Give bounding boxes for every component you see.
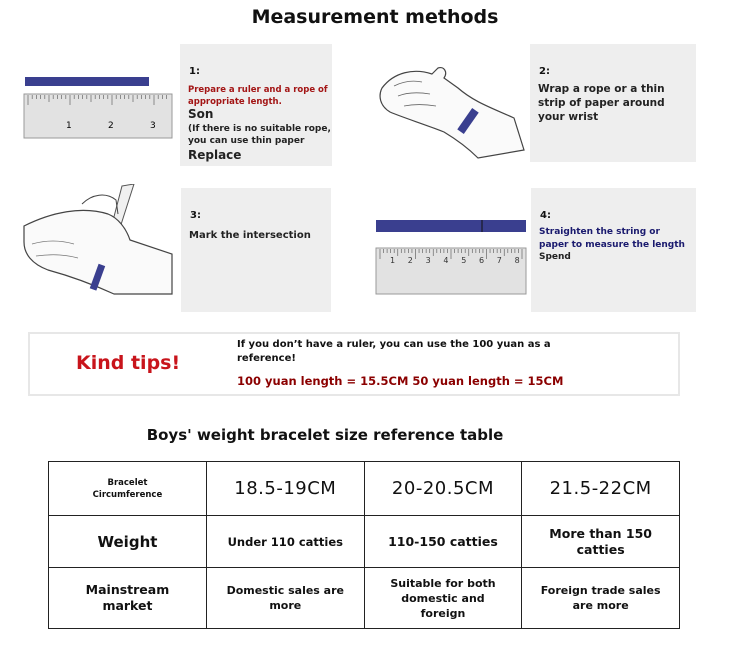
ruler-tick-label: 8 <box>514 256 520 265</box>
table-cell: 110-150 catties <box>364 516 522 568</box>
step-text: Son <box>188 107 214 121</box>
ruler-tick-label: 1 <box>66 121 72 131</box>
step-number: 1: <box>189 66 200 77</box>
kind-tips-heading: Kind tips! <box>76 352 181 374</box>
table-cell: Suitable for both domestic and foreign <box>364 568 522 629</box>
table-row <box>49 568 680 629</box>
strap-icon <box>25 77 149 86</box>
ruler-tick-label: 1 <box>390 256 396 265</box>
table-row <box>49 462 680 516</box>
table-cell: 18.5-19CM <box>206 462 364 516</box>
step-4-card <box>531 188 696 312</box>
step-2-card <box>530 44 696 162</box>
table-cell: Foreign trade sales are more <box>522 568 680 629</box>
row-label: Mainstream market <box>49 568 207 629</box>
row-label: Bracelet Circumference <box>49 462 207 516</box>
step-text: Spend <box>539 252 571 262</box>
ruler-tick-label: 5 <box>461 256 467 265</box>
step-number: 2: <box>539 66 550 77</box>
step-3-card <box>181 188 331 312</box>
ruler-icon <box>24 94 172 138</box>
table-cell: Domestic sales are more <box>206 568 364 629</box>
page-title: Measurement methods <box>251 6 499 28</box>
ruler-with-strap-illustration <box>22 74 174 142</box>
ruler-tick-label: 3 <box>150 121 156 131</box>
step-number: 4: <box>540 210 551 221</box>
wrist-wrap-illustration <box>374 58 530 162</box>
ruler-tick-label: 2 <box>108 121 114 131</box>
ruler-tick-label: 2 <box>407 256 413 265</box>
step-text: Prepare a ruler and a rope of appropriate length. <box>188 85 328 107</box>
kind-tips-box <box>28 332 680 396</box>
table-title: Boys' weight bracelet size reference table <box>146 426 504 444</box>
kind-tips-text: If you don’t have a ruler, you can use the 100 yuan as a reference! <box>237 339 551 364</box>
table-cell: Under 110 catties <box>206 516 364 568</box>
ruler-tick-label: 3 <box>425 256 431 265</box>
row-label: Weight <box>49 516 207 568</box>
step-text: Replace <box>188 148 242 162</box>
step-1-card <box>180 44 332 166</box>
table-cell: 20-20.5CM <box>364 462 522 516</box>
table-row <box>49 516 680 568</box>
mark-intersection-illustration <box>22 184 178 308</box>
ruler-tick-label: 7 <box>496 256 502 265</box>
step-text: Mark the intersection <box>189 230 311 241</box>
ruler-tick-label: 4 <box>443 256 449 265</box>
table-cell: 21.5-22CM <box>522 462 680 516</box>
table-cell: More than 150 catties <box>522 516 680 568</box>
size-reference-table <box>48 461 680 629</box>
ruler-tick-label: 6 <box>479 256 485 265</box>
step-text: (If there is no suitable rope, you can use thin paper <box>188 124 331 146</box>
step-number: 3: <box>190 210 201 221</box>
strap-icon <box>376 220 526 232</box>
step-text: Straighten the string or paper to measure the length <box>539 227 685 250</box>
kind-tips-highlight: 100 yuan length = 15.5CM 50 yuan length = 15CM <box>237 374 564 388</box>
step-text: Wrap a rope or a thin strip of paper around your wrist <box>538 83 665 123</box>
